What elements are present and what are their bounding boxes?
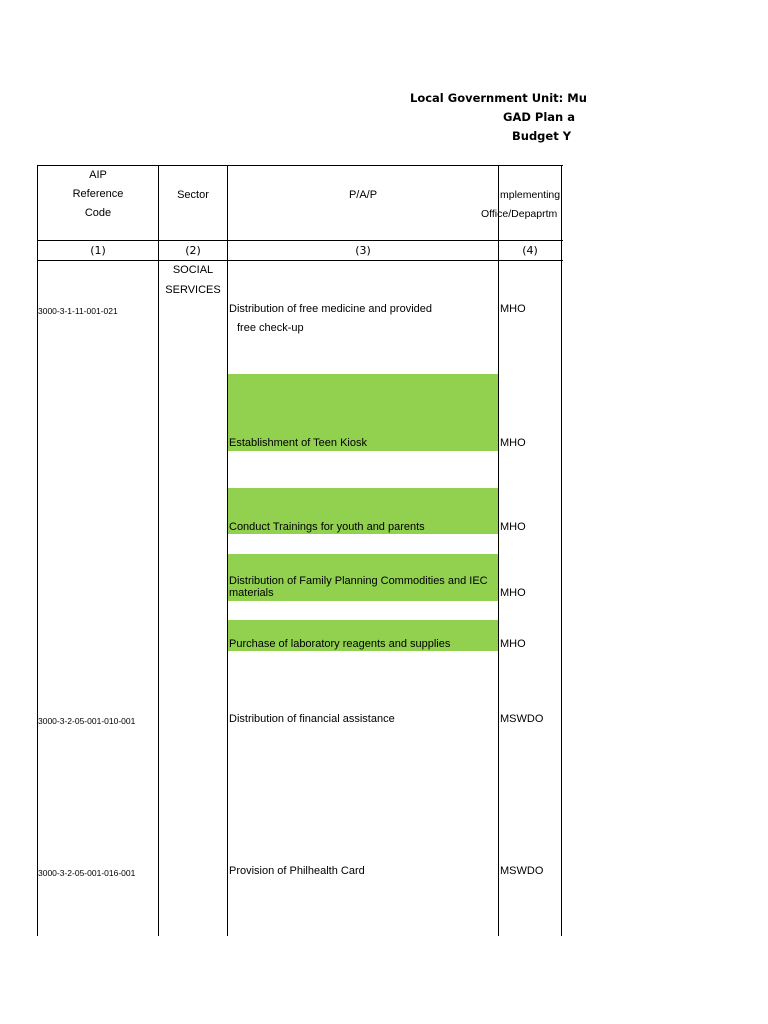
sector-label-line2: SERVICES: [165, 284, 221, 296]
pap-text: Distribution of Family Planning Commodities and IEC: [229, 575, 488, 587]
col-header-sector: Sector: [177, 189, 209, 201]
col-header-office-line2: Office/Depaprtm: [481, 208, 558, 220]
aip-code: 3000-3-2-05-001-016-001: [38, 868, 136, 878]
office-text: MHO: [500, 521, 526, 533]
col-border-3: [498, 165, 499, 936]
office-text: MSWDO: [500, 865, 544, 877]
col-border-2: [227, 165, 228, 936]
pap-text: Provision of Philhealth Card: [229, 865, 365, 877]
header-lgu: Local Government Unit: Mu: [410, 91, 587, 105]
col-num-3: (3): [355, 244, 371, 257]
col-num-2: (2): [185, 244, 201, 257]
pap-text: Distribution of free medicine and provided: [229, 303, 433, 315]
number-row-divider: [37, 260, 563, 261]
header-divider: [37, 240, 563, 241]
office-text: MSWDO: [500, 713, 544, 725]
office-text: MHO: [500, 437, 526, 449]
office-text: MHO: [500, 638, 526, 650]
header-budget-year: Budget Y: [512, 129, 572, 143]
pap-text: materials: [229, 587, 274, 599]
aip-code: 3000-3-2-05-001-010-001: [38, 716, 136, 726]
pap-text: Establishment of Teen Kiosk: [229, 437, 367, 449]
col-num-4: (4): [522, 244, 538, 257]
office-text: MHO: [500, 587, 526, 599]
col-border-4: [561, 165, 562, 936]
pap-text: Distribution of financial assistance: [229, 713, 395, 725]
office-text: MHO: [500, 303, 526, 315]
pap-text: Purchase of laboratory reagents and supplies: [229, 638, 451, 650]
col-border-1: [158, 165, 159, 936]
header-gad-plan: GAD Plan a: [503, 110, 575, 124]
col-header-office-line1: mplementing: [500, 189, 561, 201]
table-top-border: [37, 165, 563, 166]
sector-label-line1: SOCIAL: [172, 264, 214, 276]
col-border-0: [37, 165, 38, 936]
col-header-aip: AIP Reference Code: [72, 169, 124, 219]
aip-code: 3000-3-1-11-001-021: [38, 306, 118, 316]
pap-text: free check-up: [237, 322, 304, 334]
col-header-pap: P/A/P: [348, 189, 378, 201]
pap-text: Conduct Trainings for youth and parents: [229, 521, 425, 533]
col-num-1: (1): [90, 244, 106, 257]
